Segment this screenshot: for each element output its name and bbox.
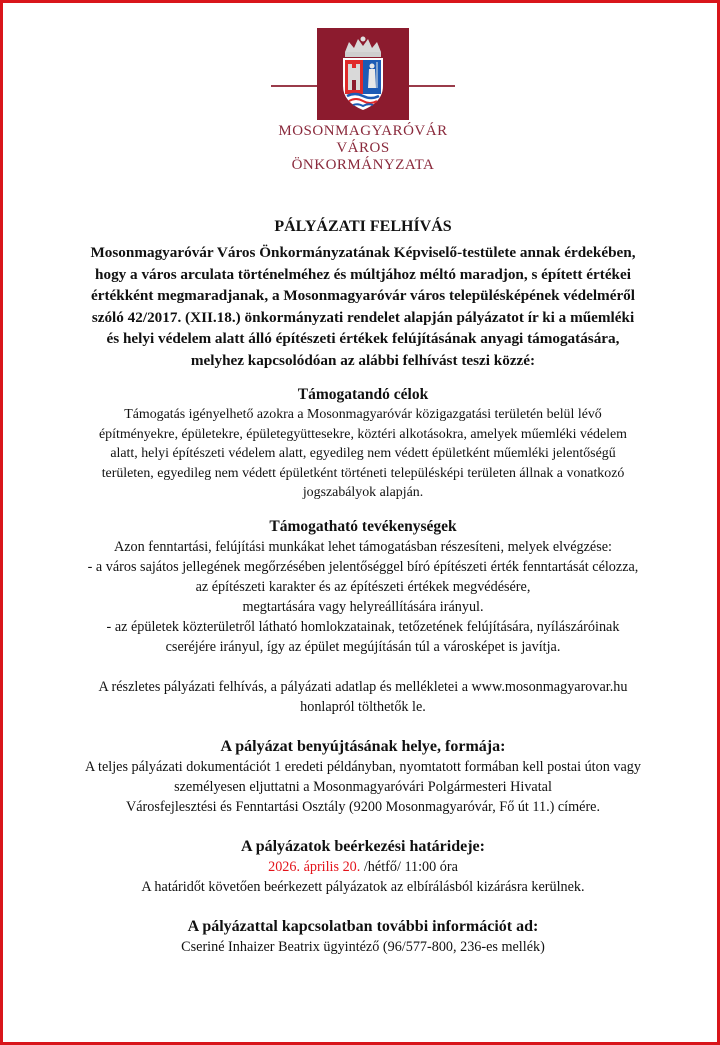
- goals-line: alatt, helyi építészeti védelem alatt, egyedileg nem védett épületként műemléki jelentőségű: [110, 446, 616, 461]
- intro-line: hogy a város arculata történelméhez és múltjához méltó maradjon, s épített értékei: [95, 265, 631, 283]
- goals-line: építményekre, épületekre, épületegyüttesekre, köztéri alkotásokra, amelyek műemléki védelem: [98, 426, 627, 442]
- submission-line: személyesen eljuttatni a Mosonmagyaróvári Polgármesteri Hivatal: [174, 778, 552, 795]
- logo-rule-right: [407, 85, 455, 87]
- section-goals: [23, 385, 703, 503]
- document-body: [23, 216, 703, 957]
- section-heading-goals: Támogatandó célok: [297, 386, 429, 403]
- activities-line: az építészeti karakter és az építészeti értékek megvédésére,: [195, 578, 531, 595]
- section-download: [23, 677, 703, 717]
- section-heading-submission: A pályázat benyújtásának helye, formája:: [220, 737, 506, 755]
- org-name-line-3: ÖNKORMÁNYZATA: [291, 157, 435, 173]
- activities-bullet: - az épületek közterületről látható homlokzatainak, tetőzetének felújítására, nyílászáróinak: [106, 618, 620, 635]
- submission-line: A teljes pályázati dokumentációt 1 eredeti példányban, nyomtatott formában kell postai úton vagy: [85, 758, 641, 775]
- activities-line: Azon fenntartási, felújítási munkákat lehet támogatásban részesíteni, melyek elvégzése:: [114, 538, 612, 555]
- section-contact: [23, 917, 703, 957]
- intro-line: és helyi védelem alatt álló építészeti értékek felújításának anyagi támogatására,: [106, 330, 620, 347]
- activities-line: cseréjére irányul, így az épület megújításán túl a városképet is javítja.: [165, 638, 561, 655]
- intro-line: Mosonmagyaróvár Város Önkormányzatának Képviselő-testülete annak érdekében,: [90, 244, 636, 261]
- section-activities: [23, 517, 703, 657]
- intro-line: melyhez kapcsolódóan az alábbi felhívást teszi közzé:: [190, 351, 536, 369]
- activities-line: megtartására vagy helyreállítására irányul.: [242, 598, 484, 615]
- intro-line: értékként megmaradjanak, a Mosonmagyaróvár város településképének védelméről: [90, 287, 635, 304]
- deadline-date: 2026. április 20.: [268, 858, 361, 875]
- download-line: honlapról tölthetők le.: [300, 698, 426, 715]
- page-title: PÁLYÁZATI FELHÍVÁS: [274, 218, 452, 235]
- section-submission: [23, 737, 703, 817]
- submission-line: Városfejlesztési és Fenntartási Osztály (9200 Mosonmagyaróvár, Fő út 11.) címére.: [125, 798, 601, 815]
- section-deadline: [23, 837, 703, 897]
- logo-header: [3, 3, 720, 183]
- intro-paragraph: [23, 242, 703, 371]
- city-coat-of-arms-icon: [317, 28, 409, 120]
- activities-bullet: - a város sajátos jellegének megőrzésében jelentőséggel bíró építészeti érték fenntartását célozza,: [87, 558, 639, 575]
- goals-line: Támogatás igényelhető azokra a Mosonmagyaróvár közigazgatási területén belül lévő: [124, 407, 602, 422]
- deadline-time: /hétfő/ 11:00 óra: [360, 858, 458, 875]
- deadline-note: A határidőt követően beérkezett pályázatok az elbírálásból kizárásra kerülnek.: [141, 878, 585, 895]
- org-name: [3, 123, 720, 174]
- section-heading-contact: A pályázattal kapcsolatban további információt ad:: [187, 917, 539, 935]
- section-heading-activities: Támogatható tevékenységek: [269, 517, 457, 535]
- org-name-line-2: VÁROS: [336, 140, 390, 156]
- section-heading-deadline: A pályázatok beérkezési határideje:: [241, 837, 485, 855]
- goals-line: területen, egyedileg nem védett épületként történeti településképi területen állnak a vonatkozó: [101, 465, 625, 481]
- goals-line: jogszabályok alapján.: [302, 485, 424, 500]
- intro-line: szóló 42/2017. (XII.18.) önkormányzati rendelet alapján pályázatot ír ki a műemléki: [91, 308, 635, 326]
- download-line: A részletes pályázati felhívás, a pályázati adatlap és mellékletei a www.mosonmagyarovar.hu: [98, 678, 628, 695]
- logo-rule-left: [271, 85, 319, 87]
- contact-line: Cseriné Inhaizer Beatrix ügyintéző (96/577-800, 236-es mellék): [181, 938, 545, 955]
- org-name-line-1: MOSONMAGYARÓVÁR: [278, 123, 448, 139]
